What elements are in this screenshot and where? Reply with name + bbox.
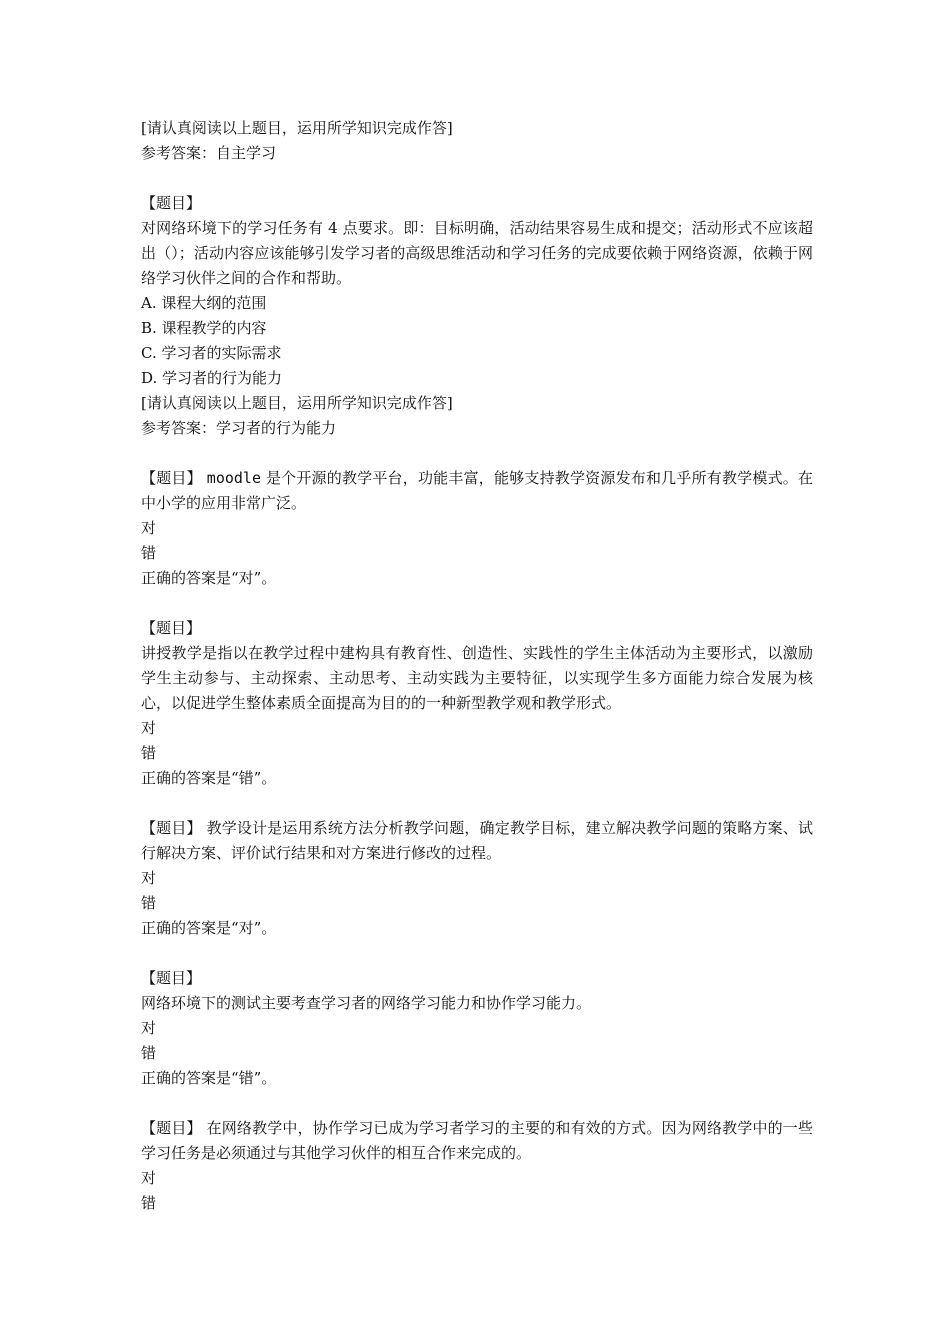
question-5 xyxy=(141,966,813,1091)
option-b: B. 课程教学的内容 xyxy=(141,319,267,337)
option-d: D. 学习者的行为能力 xyxy=(141,369,283,387)
spacer xyxy=(141,791,813,816)
question-tag: 【题目】 xyxy=(141,819,202,837)
option-false: 错 xyxy=(141,1194,157,1212)
question-1 xyxy=(141,191,813,441)
option-false: 错 xyxy=(141,894,157,912)
correct-answer: 正确的答案是“错”。 xyxy=(141,1069,277,1087)
reference-answer: 参考答案：学习者的行为能力 xyxy=(141,419,337,437)
option-true: 对 xyxy=(141,869,157,887)
question-text xyxy=(141,1116,813,1166)
question-tag: 【题目】 xyxy=(141,469,202,487)
question-text: 对网络环境下的学习任务有 4 点要求。即：目标明确，活动结果容易生成和提交；活动形式不应该超出（）；活动内容应该能够引发学习者的高级思维活动和学习任务的完成要依赖于网络资源，依赖于网络学习伙伴之间的合作和帮助。 xyxy=(141,219,813,287)
question-tag: 【题目】 xyxy=(141,194,202,212)
option-true: 对 xyxy=(141,1169,157,1187)
answer-instruction: [请认真阅读以上题目，运用所学知识完成作答] xyxy=(141,394,453,412)
option-true: 对 xyxy=(141,519,157,537)
question-body: 在网络教学中，协作学习已成为学习者学习的主要的和有效的方式。因为网络教学中的一些学习任务是必须通过与其他学习伙伴的相互合作来完成的。 xyxy=(141,1119,813,1162)
question-text xyxy=(141,466,813,516)
question-tag: 【题目】 xyxy=(141,969,202,987)
spacer xyxy=(141,591,813,616)
spacer xyxy=(141,941,813,966)
question-tag: 【题目】 xyxy=(141,1119,202,1137)
reference-answer: 参考答案：自主学习 xyxy=(141,144,277,162)
correct-answer: 正确的答案是“对”。 xyxy=(141,569,277,587)
option-true: 对 xyxy=(141,719,157,737)
option-false: 错 xyxy=(141,744,157,762)
correct-answer: 正确的答案是“对”。 xyxy=(141,919,277,937)
correct-answer: 正确的答案是“错”。 xyxy=(141,769,277,787)
question-text: 讲授教学是指以在教学过程中建构具有教育性、创造性、实践性的学生主体活动为主要形式，以激励学生主动参与、主动探索、主动思考、主动实践为主要特征，以实现学生多方面能力综合发展为核心，以促进学生整体素质全面提高为目的的一种新型教学观和教学形式。 xyxy=(141,644,813,712)
question-body: 是个开源的教学平台，功能丰富，能够支持教学资源发布和几乎所有教学模式。在中小学的应用非常广泛。 xyxy=(141,469,813,512)
spacer xyxy=(141,166,813,191)
question-2 xyxy=(141,466,813,591)
platform-name: moodle xyxy=(206,469,261,487)
option-a: A. 课程大纲的范围 xyxy=(141,294,267,312)
question-tag: 【题目】 xyxy=(141,619,202,637)
question-text: 网络环境下的测试主要考查学习者的网络学习能力和协作学习能力。 xyxy=(141,994,592,1012)
document-content xyxy=(141,116,813,1216)
question-4 xyxy=(141,816,813,941)
option-false: 错 xyxy=(141,544,157,562)
option-true: 对 xyxy=(141,1019,157,1037)
answer-instruction: [请认真阅读以上题目，运用所学知识完成作答] xyxy=(141,119,453,137)
spacer xyxy=(141,1091,813,1116)
question-3 xyxy=(141,616,813,791)
question-text xyxy=(141,816,813,866)
option-c: C. 学习者的实际需求 xyxy=(141,344,282,362)
option-false: 错 xyxy=(141,1044,157,1062)
question-6 xyxy=(141,1116,813,1216)
question-body: 教学设计是运用系统方法分析教学问题，确定教学目标，建立解决教学问题的策略方案、试行解决方案、评价试行结果和对方案进行修改的过程。 xyxy=(141,819,813,862)
spacer xyxy=(141,441,813,466)
